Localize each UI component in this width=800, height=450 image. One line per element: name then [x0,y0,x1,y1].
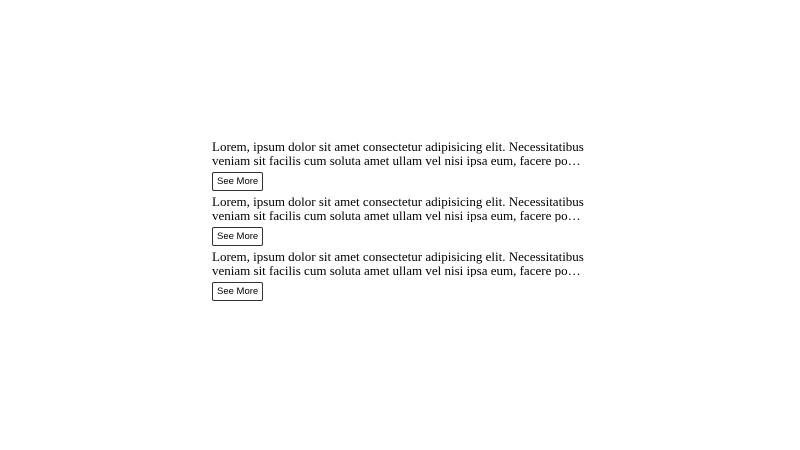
list-item [212,140,592,195]
see-more-button[interactable]: See More [212,227,263,246]
list-item [212,195,592,250]
see-more-button[interactable]: See More [212,282,263,301]
see-more-button[interactable]: See More [212,172,263,191]
content-list [212,140,592,305]
truncated-text: Lorem, ipsum dolor sit amet consectetur adipisicing elit. Necessitatibus veniam sit facilis cum soluta amet ullam vel nisi ipsa eum, facere porro [212,195,584,222]
list-item [212,250,592,305]
truncated-text: Lorem, ipsum dolor sit amet consectetur adipisicing elit. Necessitatibus veniam sit facilis cum soluta amet ullam vel nisi ipsa eum, facere porro [212,250,584,277]
truncated-text: Lorem, ipsum dolor sit amet consectetur adipisicing elit. Necessitatibus veniam sit facilis cum soluta amet ullam vel nisi ipsa eum, facere porro [212,140,584,167]
